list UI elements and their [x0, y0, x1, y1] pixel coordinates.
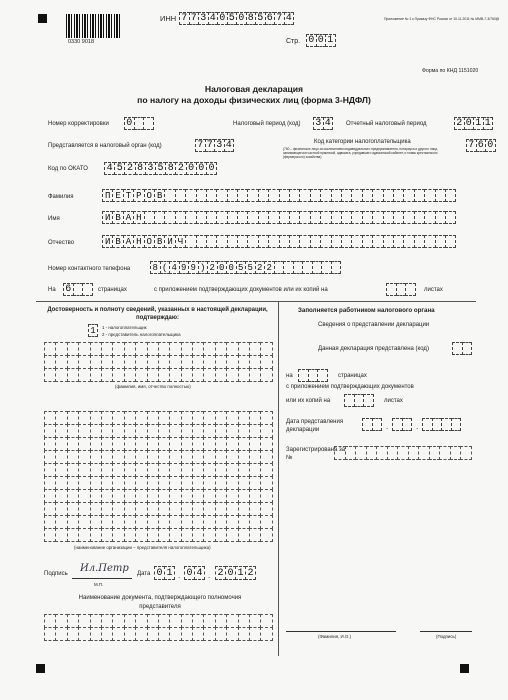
presentation-date-dot-2: . — [416, 422, 419, 431]
corner-marker-top-left — [38, 14, 47, 23]
right-pages-word: страницах — [338, 373, 367, 379]
char-cell[interactable]: 4 — [323, 117, 334, 130]
char-cell[interactable]: О — [144, 235, 155, 248]
char-cell[interactable]: 5 — [255, 12, 266, 25]
char-cell[interactable]: 4 — [104, 162, 115, 175]
doc-caption: Наименование документа, подтверждающего полномочия представителя — [78, 595, 242, 610]
char-cell[interactable]: 2 — [245, 566, 256, 580]
char-cell[interactable]: 8 — [246, 12, 257, 25]
barcode-number: 0330 9018 — [68, 39, 94, 45]
appendix-note: Приложение № 1 к Приказу ФНС России от 10.11.2011 № ММВ-7-3/760@ — [384, 17, 500, 21]
pages-on-label: На — [48, 287, 56, 293]
char-cell[interactable]: 6 — [476, 139, 487, 152]
char-cell[interactable]: 8 — [135, 162, 146, 175]
char-cell[interactable]: 0 — [226, 261, 237, 274]
empty-char-cell[interactable] — [260, 411, 272, 425]
fio-caption: (фамилия, имя, отчество полностью) — [115, 384, 191, 389]
char-cell[interactable]: 1 — [325, 34, 336, 47]
char-cell[interactable] — [317, 369, 328, 382]
char-cell[interactable]: Н — [133, 211, 144, 224]
char-cell[interactable]: 8 — [150, 261, 161, 274]
right-attach-label: с приложением подтверждающих документов — [286, 384, 414, 390]
staff-subheading: Сведения о представлении декларации — [318, 322, 430, 328]
fio-grid[interactable] — [44, 342, 272, 381]
char-cell[interactable]: 0 — [124, 117, 135, 130]
char-cell[interactable]: И — [164, 235, 175, 248]
char-cell[interactable]: Ч — [175, 235, 186, 248]
char-cell[interactable]: 5 — [114, 162, 125, 175]
char-cell[interactable]: В — [154, 189, 165, 202]
form-code: Форма по КНД 1151020 — [422, 68, 479, 74]
date-month-cells[interactable] — [184, 566, 204, 580]
sheets-word: листах — [424, 287, 443, 293]
date-dot-1: . — [178, 571, 181, 580]
char-cell[interactable]: В — [154, 235, 165, 248]
presentation-year-cells[interactable] — [422, 418, 460, 431]
char-cell[interactable]: 7 — [189, 12, 200, 25]
registered-grid[interactable] — [334, 446, 471, 459]
char-cell[interactable]: 0 — [306, 34, 317, 47]
staff-sign-line — [420, 631, 472, 632]
category-cells[interactable] — [466, 139, 495, 152]
right-copies-label: или их копий на — [286, 398, 331, 404]
tax-authority-label: Представляется в налоговый орган (код) — [48, 143, 162, 149]
char-cell[interactable]: 1 — [88, 324, 98, 337]
empty-char-cell[interactable] — [260, 355, 272, 369]
mp-label: М.П. — [94, 582, 104, 587]
pages-count-cells[interactable] — [63, 283, 92, 296]
char-cell[interactable]: 5 — [155, 162, 166, 175]
tax-period-cells[interactable] — [313, 117, 332, 130]
char-cell[interactable]: 2 — [264, 261, 275, 274]
char-cell[interactable]: 0 — [316, 34, 327, 47]
char-cell[interactable]: Т — [123, 189, 134, 202]
char-cell[interactable] — [451, 418, 462, 431]
char-cell[interactable]: 2 — [215, 566, 226, 580]
char-cell[interactable]: ) — [198, 261, 209, 274]
char-cell[interactable]: 9 — [188, 261, 199, 274]
char-cell[interactable] — [372, 418, 383, 431]
date-year-cells[interactable] — [215, 566, 255, 580]
correction-label: Номер корректировки — [48, 121, 109, 127]
presented-label: Данная декларация представлена (код) — [318, 346, 429, 352]
char-cell[interactable]: 3 — [214, 139, 225, 152]
empty-char-cell[interactable] — [260, 450, 272, 464]
char-cell[interactable]: ( — [160, 261, 171, 274]
inn-label: ИНН — [160, 14, 177, 23]
char-cell[interactable]: 7 — [205, 139, 216, 152]
correction-cells[interactable] — [124, 117, 153, 130]
doc-grid[interactable] — [44, 614, 272, 640]
char-cell[interactable]: 0 — [217, 12, 228, 25]
empty-char-cell[interactable] — [260, 424, 272, 438]
char-cell[interactable] — [331, 261, 342, 274]
column-divider — [278, 301, 279, 656]
phone-label: Номер контактного телефона — [48, 266, 131, 272]
report-year-label: Отчетный налоговый период — [346, 121, 427, 127]
char-cell[interactable]: 2 — [124, 162, 135, 175]
corner-marker-bottom-left — [36, 664, 45, 673]
char-cell[interactable]: А — [123, 211, 134, 224]
char-cell[interactable]: 9 — [179, 261, 190, 274]
char-cell[interactable]: 2 — [255, 261, 266, 274]
empty-char-cell[interactable] — [260, 515, 272, 529]
char-cell[interactable]: В — [112, 211, 123, 224]
char-cell[interactable]: 1 — [473, 117, 484, 130]
char-cell[interactable]: 0 — [464, 117, 475, 130]
char-cell[interactable]: Р — [133, 189, 144, 202]
staff-sign-caption: (Подпись) — [436, 634, 457, 639]
okato-label: Код по ОКАТО — [48, 166, 88, 172]
char-cell[interactable]: 6 — [265, 12, 276, 25]
pages-word: страницах — [98, 287, 127, 293]
char-cell[interactable]: 1 — [164, 566, 175, 580]
barcode — [66, 14, 120, 38]
char-cell[interactable]: П — [102, 189, 113, 202]
attach-label: с приложением подтверждающих документов или их копий на — [154, 287, 328, 293]
char-cell[interactable]: 1 — [483, 117, 494, 130]
char-cell[interactable]: О — [144, 189, 155, 202]
right-sheets-word: листах — [384, 398, 403, 404]
char-cell[interactable]: 1 — [235, 566, 246, 580]
char-cell[interactable]: 0 — [217, 261, 228, 274]
empty-char-cell[interactable] — [460, 446, 472, 460]
signer-type-cell[interactable] — [88, 324, 97, 337]
signature-handwriting: Ил.Петр — [80, 563, 129, 574]
char-cell[interactable]: 0 — [225, 566, 236, 580]
char-cell[interactable]: 4 — [224, 139, 235, 152]
char-cell[interactable]: И — [102, 211, 113, 224]
char-cell[interactable] — [363, 394, 374, 407]
page-title: Налоговая декларация — [204, 84, 304, 94]
org-grid[interactable] — [44, 411, 272, 541]
char-cell[interactable]: 8 — [165, 162, 176, 175]
org-caption: (наименование организации – представителя налогоплательщика) — [74, 545, 211, 550]
empty-char-cell[interactable] — [260, 627, 272, 641]
category-note: (760 – физическое лицо за исключением индивидуального предпринимателя, нотариуса и другого лица, занимающегося частной практикой, адвоката, учредившего адвокатский кабинет, и главы крестьянского (фермерского) хозяйства) — [283, 147, 438, 159]
char-cell[interactable]: 5 — [236, 261, 247, 274]
char-cell[interactable]: 4 — [284, 12, 295, 25]
char-cell[interactable]: 4 — [208, 12, 219, 25]
staff-fio-caption: (Фамилия, И.О.) — [318, 634, 352, 639]
right-pages-cells[interactable] — [298, 369, 327, 382]
char-cell[interactable]: 2 — [175, 162, 186, 175]
char-cell[interactable]: 2 — [454, 117, 465, 130]
char-cell[interactable] — [462, 342, 473, 355]
char-cell[interactable]: 3 — [145, 162, 156, 175]
empty-char-cell[interactable] — [260, 614, 272, 628]
page-label: Стр. — [286, 38, 301, 45]
name-cells[interactable] — [102, 211, 455, 224]
char-cell[interactable]: 7 — [195, 139, 206, 152]
category-label: Код категории налогоплательщика — [314, 139, 411, 145]
char-cell[interactable]: 0 — [184, 566, 195, 580]
phone-cells[interactable] — [150, 261, 340, 274]
char-cell[interactable]: 0 — [186, 162, 197, 175]
date-label: Дата — [137, 571, 151, 577]
char-cell[interactable]: 5 — [227, 12, 238, 25]
char-cell[interactable] — [445, 211, 456, 224]
char-cell[interactable]: 7 — [466, 139, 477, 152]
staff-fio-line — [286, 631, 396, 632]
char-cell[interactable]: Н — [133, 235, 144, 248]
signature-label: Подпись — [44, 571, 68, 577]
page-number-cells[interactable] — [306, 34, 335, 47]
char-cell[interactable]: 6 — [63, 283, 74, 296]
presentation-date-dot-1: . — [386, 422, 389, 431]
date-day-cells[interactable] — [154, 566, 174, 580]
char-cell[interactable]: Е — [112, 189, 123, 202]
char-cell[interactable]: 5 — [245, 261, 256, 274]
char-cell[interactable]: И — [102, 235, 113, 248]
char-cell[interactable]: 4 — [194, 566, 205, 580]
right-on-label: на — [286, 373, 293, 379]
signature-line — [72, 578, 132, 579]
char-cell[interactable]: 0 — [485, 139, 496, 152]
presentation-day-cells[interactable] — [362, 418, 381, 431]
char-cell[interactable] — [143, 117, 154, 130]
registered-label: Зарегистрирована за № — [286, 447, 346, 461]
presentation-month-cells[interactable] — [392, 418, 411, 431]
presented-code-cells[interactable] — [452, 342, 471, 355]
empty-char-cell[interactable] — [260, 528, 272, 542]
char-cell[interactable]: А — [123, 235, 134, 248]
tax-authority-cells[interactable] — [195, 139, 233, 152]
confirm-heading: Достоверность и полноту сведений, указанных в настоящей декларации, подтверждаю: — [47, 307, 268, 321]
option-taxpayer: 1 - налогоплательщик — [102, 325, 147, 330]
okato-cells[interactable] — [104, 162, 216, 175]
right-sheets-cells[interactable] — [344, 394, 373, 407]
patronymic-cells[interactable] — [102, 235, 455, 248]
staff-heading: Заполняется работником налогового органа — [298, 307, 435, 314]
empty-char-cell[interactable] — [260, 489, 272, 503]
name-label: Имя — [48, 216, 60, 222]
corner-marker-bottom-right — [460, 664, 469, 673]
empty-char-cell[interactable] — [260, 342, 272, 356]
char-cell[interactable]: 7 — [274, 12, 285, 25]
char-cell[interactable]: В — [112, 235, 123, 248]
empty-char-cell[interactable] — [260, 463, 272, 477]
char-cell[interactable]: 3 — [198, 12, 209, 25]
char-cell[interactable]: 4 — [169, 261, 180, 274]
empty-char-cell[interactable] — [260, 437, 272, 451]
char-cell[interactable] — [402, 418, 413, 431]
char-cell[interactable]: 0 — [236, 12, 247, 25]
surname-cells[interactable] — [102, 189, 455, 202]
report-year-cells[interactable] — [454, 117, 492, 130]
char-cell[interactable]: 0 — [196, 162, 207, 175]
char-cell[interactable]: 2 — [207, 261, 218, 274]
option-representative: 2 - представитель налогоплательщика — [102, 332, 181, 337]
presentation-date-label: Дата представления декларации — [286, 419, 344, 433]
tax-period-label: Налоговый период (код) — [233, 121, 301, 127]
char-cell[interactable]: 0 — [154, 566, 165, 580]
page-subtitle: по налогу на доходы физических лиц (форма 3-НДФЛ) — [137, 95, 371, 105]
empty-char-cell[interactable] — [260, 502, 272, 516]
empty-char-cell[interactable] — [260, 476, 272, 490]
char-cell[interactable]: 0 — [206, 162, 217, 175]
char-cell[interactable] — [405, 283, 416, 296]
char-cell[interactable]: 3 — [313, 117, 324, 130]
section-divider — [36, 301, 476, 302]
char-cell[interactable] — [445, 189, 456, 202]
char-cell[interactable] — [445, 235, 456, 248]
char-cell[interactable] — [82, 283, 93, 296]
char-cell[interactable]: 7 — [179, 12, 190, 25]
empty-char-cell[interactable] — [260, 368, 272, 382]
inn-cells[interactable] — [179, 12, 293, 25]
patronymic-label: Отчество — [48, 240, 75, 246]
surname-label: Фамилия — [48, 194, 74, 200]
date-dot-2: . — [208, 571, 211, 580]
sheets-count-cells[interactable] — [386, 283, 415, 296]
